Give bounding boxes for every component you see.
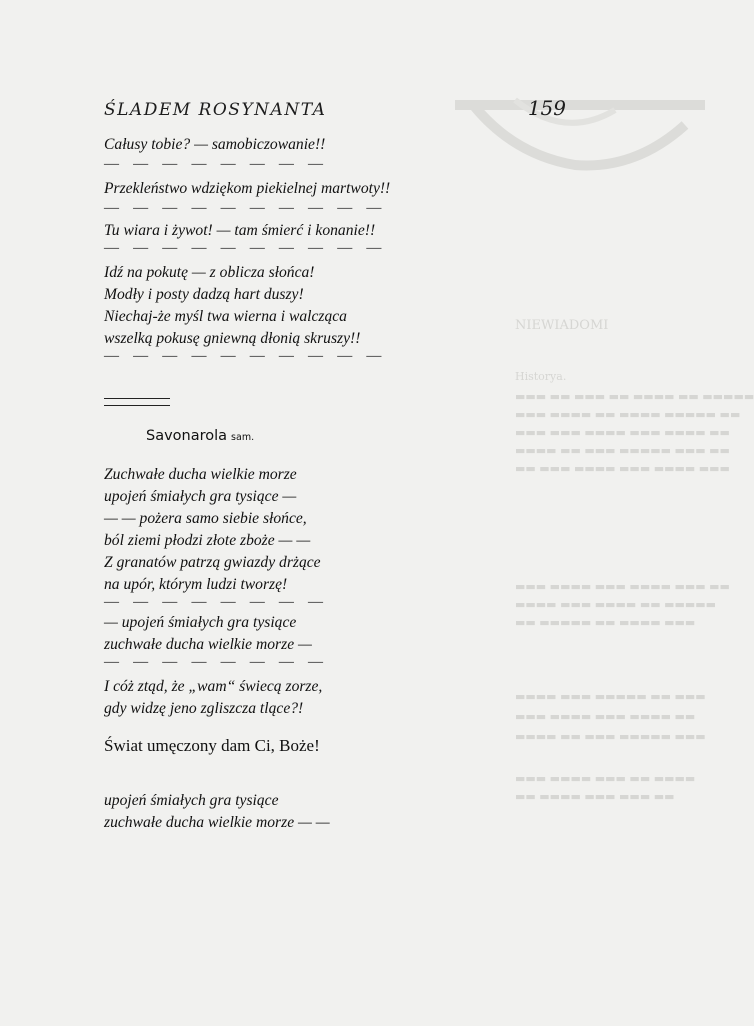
bleed-through-text: ▬▬▬ ▬▬▬▬ ▬▬▬ ▬▬▬▬ ▬▬ (515, 710, 696, 723)
verse-line: Z granatów patrzą gwiazdy drżące (104, 554, 321, 571)
page-header (104, 96, 566, 120)
bleed-through-text: Historya. (515, 370, 567, 383)
double-rule-divider (104, 398, 170, 406)
bleed-through-text: ▬▬▬ ▬▬▬▬ ▬▬▬ ▬▬ ▬▬▬▬ (515, 772, 696, 785)
running-title: ŚLADEM ROSYNANTA (104, 100, 327, 120)
dash-separator: — — — — — — — — (104, 594, 329, 610)
dash-separator: — — — — — — — — — — (104, 240, 387, 256)
page-number: 159 (527, 96, 566, 120)
bleed-through-text: ▬▬▬ ▬▬ ▬▬▬ ▬▬ ▬▬▬▬ ▬▬ ▬▬▬▬▬ (515, 390, 754, 403)
bleed-through-text: ▬▬ ▬▬▬▬▬ ▬▬ ▬▬▬▬ ▬▬▬ (515, 616, 696, 629)
verse-line: Idź na pokutę — z oblicza słońca! (104, 264, 315, 281)
verse-line: zuchwałe ducha wielkie morze — (104, 636, 312, 653)
verse-line: wszelką pokusę gniewną dłonią skruszy!! (104, 330, 361, 347)
bleed-through-text: ▬▬▬▬ ▬▬ ▬▬▬ ▬▬▬▬▬ ▬▬▬ (515, 730, 706, 743)
dash-separator: — — — — — — — — (104, 654, 329, 670)
verse-line: Niechaj-że myśl twa wierna i walcząca (104, 308, 347, 325)
verse-line: Modły i posty dadzą hart duszy! (104, 286, 304, 303)
verse-line: na upór, którym ludzi tworzę! (104, 576, 288, 593)
bleed-through-text: ▬▬ ▬▬▬ ▬▬▬▬ ▬▬▬ ▬▬▬▬ ▬▬▬ (515, 462, 730, 475)
dash-separator: — — — — — — — — — — (104, 348, 387, 364)
bleed-through-text: ▬▬▬ ▬▬▬▬ ▬▬▬ ▬▬▬▬ ▬▬▬ ▬▬ (515, 580, 730, 593)
verse-line: zuchwałe ducha wielkie morze — — (104, 814, 330, 831)
bleed-through-text: ▬▬▬▬ ▬▬▬ ▬▬▬▬ ▬▬ ▬▬▬▬▬ (515, 598, 717, 611)
dash-separator: — — — — — — — — — — (104, 200, 387, 216)
speaker-heading (146, 428, 254, 444)
bleed-through-text: NIEWIADOMI (515, 318, 609, 333)
verse-line: gdy widzę jeno zgliszcza tlące?! (104, 700, 304, 717)
prose-line: Świat umęczony dam Ci, Boże! (104, 736, 320, 755)
speaker-name: Savonarola (146, 428, 228, 444)
bleed-through-text: ▬▬▬ ▬▬▬ ▬▬▬▬ ▬▬▬ ▬▬▬▬ ▬▬ (515, 426, 730, 439)
verse-line: Całusy tobie? — samobiczowanie!! (104, 136, 326, 153)
verse-line: — upojeń śmiałych gra tysiące (104, 614, 297, 631)
verse-line: Tu wiara i żywot! — tam śmierć i konanie!! (104, 222, 376, 239)
bleed-through-text: ▬▬▬▬ ▬▬▬ ▬▬▬▬▬ ▬▬ ▬▬▬ (515, 690, 706, 703)
verse-line: Zuchwałe ducha wielkie morze (104, 466, 297, 483)
dash-separator: — — — — — — — — (104, 156, 329, 172)
verse-line: — — pożera samo siebie słońce, (104, 510, 307, 527)
verse-line: ból ziemi płodzi złote zboże — — (104, 532, 311, 549)
stage-direction: sam. (231, 432, 255, 443)
bleed-through-text: ▬▬▬ ▬▬▬▬ ▬▬ ▬▬▬▬ ▬▬▬▬▬ ▬▬ (515, 408, 741, 421)
bleed-through-text: ▬▬ ▬▬▬▬ ▬▬▬ ▬▬▬ ▬▬ (515, 790, 675, 803)
verse-line: upojeń śmiałych gra tysiące (104, 792, 279, 809)
verse-line: I cóż ztąd, że „wam“ świecą zorze, (104, 678, 323, 695)
verse-line: Przekleństwo wdziękom piekielnej martwoty!! (104, 180, 391, 197)
verse-line: upojeń śmiałych gra tysiące — (104, 488, 297, 505)
bleed-through-text: ▬▬▬▬ ▬▬ ▬▬▬ ▬▬▬▬▬ ▬▬▬ ▬▬ (515, 444, 730, 457)
